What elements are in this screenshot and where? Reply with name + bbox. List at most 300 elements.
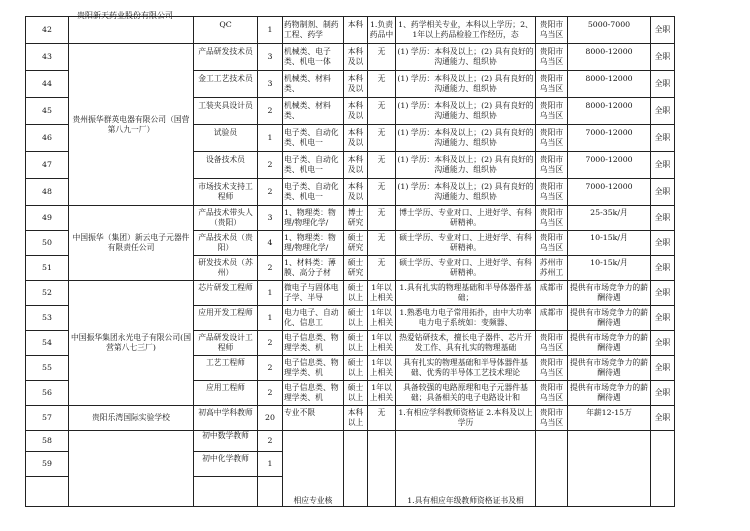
- education-cell: [344, 231, 368, 256]
- table-row: [26, 44, 675, 71]
- requirement-cell-text: (1) 学历：本科及以上；(2) 具有良好的沟通能力、组织协: [397, 155, 534, 174]
- position-cell: [194, 71, 258, 98]
- education-cell: [344, 179, 368, 206]
- row-number-text: 51: [42, 263, 52, 272]
- headcount-cell: [258, 231, 283, 256]
- location-cell-text: 贵阳市乌当区: [539, 208, 564, 227]
- salary-cell: [568, 98, 651, 125]
- education-cell-text: 本科及以: [347, 182, 364, 201]
- major-cell-text: 微电子与固体电子学、半导: [284, 283, 339, 302]
- position-cell-text: 产品研发技术员: [198, 47, 253, 56]
- position-cell-text: 研发技术员（苏州）: [198, 258, 253, 277]
- location-cell: [536, 44, 568, 71]
- location-cell-text: 贵阳市乌当区: [539, 155, 564, 174]
- salary-cell-text: 提供有市场竞争力的薪酬待遇: [570, 333, 648, 352]
- position-cell-text: QC: [219, 20, 232, 29]
- location-cell: [536, 306, 568, 331]
- row-number: [26, 431, 69, 452]
- headcount-cell: [258, 152, 283, 179]
- location-cell: [536, 406, 568, 431]
- major-cell: [283, 98, 344, 125]
- position-cell-text: 产品技术员（贵阳）: [198, 233, 253, 252]
- row-number: [26, 206, 69, 231]
- requirement-cell: [396, 152, 536, 179]
- job-type-cell: [651, 71, 675, 98]
- experience-cell: [368, 206, 396, 231]
- experience-cell-text: 无: [377, 258, 386, 267]
- job-type-cell: [651, 179, 675, 206]
- company-cell: [69, 281, 194, 406]
- requirement-cell: [396, 306, 536, 331]
- headcount-cell: [258, 477, 283, 507]
- requirement-cell: [396, 179, 536, 206]
- row-number-text: 42: [42, 25, 52, 34]
- table-row: [26, 17, 675, 44]
- requirement-cell: [396, 281, 536, 306]
- location-cell: [536, 356, 568, 381]
- row-number: [26, 406, 69, 431]
- major-cell-text: 1、物理类：物理/物理化学/: [284, 233, 336, 252]
- job-type-cell-text: 全职: [654, 363, 671, 372]
- education-cell-text: 本科及以: [347, 47, 364, 66]
- salary-cell: [568, 125, 651, 152]
- job-type-cell-text: 全职: [654, 413, 671, 422]
- job-type-cell: [651, 306, 675, 331]
- headcount-cell: [258, 179, 283, 206]
- education-cell: [344, 381, 368, 406]
- row-number-text: 52: [42, 288, 52, 297]
- job-type-cell: [651, 98, 675, 125]
- location-cell: [536, 431, 568, 507]
- requirement-cell-text: (1) 学历：本科及以上；(2) 具有良好的沟通能力、组织协: [397, 101, 534, 120]
- salary-cell: [568, 231, 651, 256]
- headcount-cell-text: 1: [267, 288, 273, 297]
- row-number-text: 46: [42, 133, 52, 142]
- position-cell: [194, 452, 258, 477]
- row-number: [26, 452, 69, 477]
- headcount-cell: [258, 17, 283, 44]
- education-cell-text: 本科及以: [347, 74, 364, 93]
- position-cell: [194, 281, 258, 306]
- job-type-cell-text: 全职: [654, 338, 671, 347]
- experience-cell: [368, 179, 396, 206]
- experience-cell: [368, 125, 396, 152]
- requirement-cell: [396, 406, 536, 431]
- headcount-cell-text: 20: [265, 413, 275, 422]
- requirement-cell-text: (1) 学历：本科及以上；(2) 具有良好的沟通能力、组织协: [397, 74, 534, 93]
- headcount-cell-text: 2: [267, 436, 273, 445]
- position-cell: [194, 231, 258, 256]
- major-cell: [283, 281, 344, 306]
- major-cell-text: 专业不限: [284, 408, 316, 417]
- requirement-cell-text: (1) 学历：本科及以上；(2) 具有良好的沟通能力、组织协: [397, 182, 534, 201]
- company-cell: [69, 17, 194, 44]
- experience-cell: [368, 231, 396, 256]
- experience-cell-text: 无: [377, 74, 386, 83]
- headcount-cell: [258, 98, 283, 125]
- headcount-cell: [258, 281, 283, 306]
- salary-cell: [568, 179, 651, 206]
- headcount-cell: [258, 71, 283, 98]
- major-cell: [283, 406, 344, 431]
- location-cell-text: 贵阳市乌当区: [539, 233, 564, 252]
- major-cell: [283, 152, 344, 179]
- experience-cell-text: 1年以上相关: [369, 358, 394, 377]
- education-cell: [344, 431, 368, 507]
- major-cell: [283, 17, 344, 44]
- row-number: [26, 306, 69, 331]
- position-cell: [194, 152, 258, 179]
- row-number: [26, 477, 69, 507]
- company-cell: [69, 44, 194, 206]
- education-cell: [344, 406, 368, 431]
- position-cell-text: 市场技术支持工程师: [198, 182, 253, 201]
- major-cell-text: 电子类、自动化类、机电一: [284, 155, 339, 174]
- salary-cell-text: 提供有市场竞争力的薪酬待遇: [570, 383, 648, 402]
- education-cell-text: 硕士研究: [347, 258, 364, 277]
- education-cell-text: 本科及以: [347, 101, 364, 120]
- location-cell-text: 成都市: [539, 308, 564, 317]
- major-cell-text: 药物制剂、制药工程、药学: [284, 20, 339, 39]
- headcount-cell-text: 3: [267, 213, 273, 222]
- major-cell-text: 机械类、材料类、: [284, 74, 331, 93]
- row-number-text: 48: [42, 187, 52, 196]
- row-number: [26, 152, 69, 179]
- experience-cell: [368, 281, 396, 306]
- position-cell-text: 试验员: [213, 128, 238, 137]
- requirement-cell: [396, 231, 536, 256]
- major-cell: [283, 206, 344, 231]
- row-number-text: 43: [42, 52, 52, 61]
- major-cell: [283, 179, 344, 206]
- major-cell-text: 1、物理类：物理/物理化学/: [284, 208, 336, 227]
- headcount-cell: [258, 452, 283, 477]
- position-cell: [194, 17, 258, 44]
- position-cell-text: 金工工艺技术员: [198, 74, 253, 83]
- location-cell: [536, 231, 568, 256]
- salary-cell-text: 7000-12000: [585, 128, 633, 137]
- requirement-cell-text: 具有扎实的物理基础和半导体器件基础、优秀的半导体工艺技术理论: [403, 358, 528, 377]
- education-cell: [344, 331, 368, 356]
- salary-cell: [568, 381, 651, 406]
- headcount-cell: [258, 406, 283, 431]
- major-cell-text: 机械类、电子类、机电一体: [284, 47, 331, 66]
- row-number: [26, 44, 69, 71]
- salary-cell: [568, 306, 651, 331]
- row-number-text: 53: [42, 313, 52, 322]
- education-cell-text: 本科及以: [347, 128, 364, 147]
- major-cell-text: 电子信息类、物理学类、机: [284, 358, 339, 377]
- requirement-cell-text: 1.具有扎实的物理基础和半导体器件基础；: [399, 283, 532, 302]
- headcount-cell: [258, 256, 283, 281]
- job-type-cell: [651, 356, 675, 381]
- row-number: [26, 125, 69, 152]
- salary-cell-text: 25-35k/月: [590, 208, 628, 217]
- experience-cell: [368, 152, 396, 179]
- position-cell-text: 应用工程师: [206, 383, 245, 392]
- position-cell-text: 产品技术带头人（贵阳）: [198, 208, 253, 227]
- headcount-cell-text: 3: [267, 79, 273, 88]
- education-cell-text: 本科以上: [347, 408, 364, 427]
- table-row: [26, 406, 675, 431]
- location-cell: [536, 98, 568, 125]
- job-type-cell-text: 全职: [654, 187, 671, 196]
- position-cell-text: 初中数学教师: [202, 431, 249, 440]
- headcount-cell-text: 2: [267, 106, 273, 115]
- row-number: [26, 71, 69, 98]
- position-cell: [194, 381, 258, 406]
- requirement-cell: [396, 256, 536, 281]
- experience-cell-text: 无: [377, 47, 386, 56]
- requirement-cell: [396, 71, 536, 98]
- location-cell: [536, 256, 568, 281]
- location-cell-text: 贵阳市乌当区: [539, 128, 564, 147]
- job-type-cell: [651, 152, 675, 179]
- major-cell: [283, 306, 344, 331]
- position-cell-text: 芯片研发工程师: [198, 283, 253, 292]
- education-cell-text: 硕士以上: [347, 283, 364, 302]
- education-cell: [344, 17, 368, 44]
- requirement-cell: [396, 381, 536, 406]
- requirement-cell-text: (1) 学历：本科及以上；(2) 具有良好的沟通能力、组织协: [397, 47, 534, 66]
- position-cell: [194, 98, 258, 125]
- requirement-cell: [396, 98, 536, 125]
- experience-cell-text: 1年以上相关: [369, 333, 394, 352]
- requirement-cell: [396, 17, 536, 44]
- position-cell: [194, 477, 258, 507]
- salary-cell: [568, 356, 651, 381]
- experience-cell-text: 1年以上相关: [369, 383, 394, 402]
- salary-cell-text: 8000-12000: [585, 47, 633, 56]
- experience-cell-text: 1年以上相关: [369, 283, 394, 302]
- job-type-cell: [651, 431, 675, 507]
- major-cell: [283, 44, 344, 71]
- position-cell-text: 初中化学教师: [202, 454, 249, 463]
- job-type-cell-text: 全职: [654, 133, 671, 142]
- row-number: [26, 231, 69, 256]
- salary-cell: [568, 152, 651, 179]
- position-cell: [194, 431, 258, 452]
- row-number: [26, 381, 69, 406]
- requirement-cell-text: 硕士学历、专业对口、上进好学、有科研精神。: [399, 233, 532, 252]
- education-cell-text: 本科: [347, 20, 364, 29]
- experience-cell-text: 无: [377, 208, 386, 217]
- cut-off-company-text: 贵阳新天药业股份有限公司: [77, 11, 173, 20]
- headcount-cell-text: 1: [267, 133, 273, 142]
- table-row: [26, 431, 675, 452]
- location-cell-text: 贵阳市乌当区: [539, 47, 564, 66]
- experience-cell: [368, 356, 396, 381]
- major-cell: [283, 431, 344, 507]
- location-cell: [536, 152, 568, 179]
- salary-cell-text: 10-15k/月: [590, 233, 628, 242]
- requirement-cell: [396, 125, 536, 152]
- job-type-cell: [651, 381, 675, 406]
- headcount-cell: [258, 356, 283, 381]
- education-cell: [344, 152, 368, 179]
- major-cell-text: 电子信息类、物理学类、机: [284, 383, 339, 402]
- row-number-text: 49: [42, 213, 52, 222]
- salary-cell-text: 提供有市场竞争力的薪酬待遇: [570, 283, 648, 302]
- education-cell-text: 博士研究: [347, 208, 364, 227]
- major-cell: [283, 256, 344, 281]
- requirement-cell-text: 热爱钻研技术，擅长电子器件、芯片开发工作、具有扎实的物理基础: [399, 333, 532, 352]
- education-cell-text: 硕士以上: [347, 383, 364, 402]
- headcount-cell-text: 2: [267, 263, 273, 272]
- job-type-cell: [651, 125, 675, 152]
- job-type-cell-text: 全职: [654, 313, 671, 322]
- salary-cell: [568, 331, 651, 356]
- position-cell: [194, 256, 258, 281]
- education-cell-text: 硕士以上: [347, 358, 364, 377]
- requirement-cell: [396, 356, 536, 381]
- location-cell-text: 贵阳市乌当区: [539, 358, 564, 377]
- education-cell: [344, 125, 368, 152]
- location-cell: [536, 17, 568, 44]
- job-type-cell-text: 全职: [654, 25, 671, 34]
- experience-cell-text: 无: [377, 101, 386, 110]
- salary-cell-text: 8000-12000: [585, 101, 633, 110]
- headcount-cell: [258, 44, 283, 71]
- headcount-cell: [258, 206, 283, 231]
- experience-cell: [368, 44, 396, 71]
- row-number: [26, 17, 69, 44]
- job-type-cell: [651, 231, 675, 256]
- job-type-cell-text: 全职: [654, 238, 671, 247]
- experience-cell-text: 1.负责药品中: [369, 20, 394, 39]
- position-cell: [194, 44, 258, 71]
- job-type-cell-text: 全职: [654, 52, 671, 61]
- major-cell: [283, 231, 344, 256]
- headcount-cell: [258, 125, 283, 152]
- major-cell: [283, 331, 344, 356]
- education-cell: [344, 71, 368, 98]
- table-row: [26, 206, 675, 231]
- position-cell-text: 产品研发设计工程师: [198, 333, 253, 352]
- requirement-cell-text: 1、药学相关专业，本科以上学历；2、1年以上药品检验工作经历，态: [398, 20, 533, 39]
- major-cell-text: 电子信息类、物理学类、机: [284, 333, 339, 352]
- job-type-cell-text: 全职: [654, 213, 671, 222]
- job-type-cell: [651, 44, 675, 71]
- location-cell-text: 贵阳市乌当区: [539, 182, 564, 201]
- headcount-cell-text: 2: [267, 388, 273, 397]
- headcount-cell: [258, 306, 283, 331]
- salary-cell: [568, 281, 651, 306]
- job-type-cell-text: 全职: [654, 79, 671, 88]
- headcount-cell-text: 2: [267, 338, 273, 347]
- row-number-text: 58: [42, 436, 52, 445]
- job-type-cell: [651, 17, 675, 44]
- location-cell: [536, 71, 568, 98]
- experience-cell-text: 无: [377, 182, 386, 191]
- location-cell-text: 贵阳市乌当区: [539, 408, 564, 427]
- row-number-text: 55: [42, 363, 52, 372]
- salary-cell: [568, 206, 651, 231]
- experience-cell: [368, 406, 396, 431]
- position-cell: [194, 356, 258, 381]
- experience-cell: [368, 71, 396, 98]
- job-type-cell: [651, 406, 675, 431]
- salary-cell: [568, 256, 651, 281]
- headcount-cell-text: 1: [267, 25, 273, 34]
- headcount-cell: [258, 381, 283, 406]
- row-number: [26, 331, 69, 356]
- row-number-text: 50: [42, 238, 52, 247]
- salary-cell-text: 7000-12000: [585, 182, 633, 191]
- salary-cell-text: 提供有市场竞争力的薪酬待遇: [570, 358, 648, 377]
- requirement-cell: [396, 206, 536, 231]
- major-cell-text: 电力电子、自动化、信息工: [284, 308, 339, 327]
- salary-cell: [568, 406, 651, 431]
- major-cell-text: 电子类、自动化类、机电一: [284, 128, 339, 147]
- headcount-cell-text: 4: [267, 238, 273, 247]
- row-number-text: 45: [42, 106, 52, 115]
- major-cell: [283, 381, 344, 406]
- requirement-cell-text: 具备较强的电路原理和电子元器件基础；具备相关的电子电路设计和: [403, 383, 528, 402]
- location-cell-text: 贵阳市乌当区: [539, 333, 564, 352]
- headcount-cell-text: 1: [267, 313, 273, 322]
- job-type-cell-text: 全职: [654, 288, 671, 297]
- requirement-cell-text: (1) 学历：本科及以上；(2) 具有良好的沟通能力、组织协: [397, 128, 534, 147]
- requirement-cell-text: 博士学历、专业对口、上进好学、有科研精神。: [399, 208, 532, 227]
- company-cell: [69, 431, 194, 507]
- row-number-text: 44: [42, 79, 52, 88]
- requirement-cell: [396, 431, 536, 507]
- experience-cell: [368, 331, 396, 356]
- table-row: [26, 281, 675, 306]
- salary-cell: [568, 44, 651, 71]
- location-cell-text: 成都市: [539, 283, 564, 292]
- location-cell: [536, 331, 568, 356]
- company-cell-text: 中国振华（集团）新云电子元器件有限责任公司: [72, 233, 190, 252]
- major-cell-text: 1、材料类：薄膜、高分子材: [284, 258, 336, 277]
- company-cell: [69, 406, 194, 431]
- education-cell-text: 硕士研究: [347, 233, 364, 252]
- education-cell: [344, 44, 368, 71]
- education-cell-text: 本科及以: [347, 155, 364, 174]
- position-cell: [194, 206, 258, 231]
- education-cell-text: 硕士以上: [347, 308, 364, 327]
- location-cell: [536, 281, 568, 306]
- experience-cell: [368, 17, 396, 44]
- location-cell-text: 贵阳市乌当区: [539, 20, 564, 39]
- location-cell: [536, 381, 568, 406]
- position-cell-text: 设备技术员: [206, 155, 245, 164]
- salary-cell-text: 7000-12000: [585, 155, 633, 164]
- education-cell: [344, 256, 368, 281]
- headcount-cell: [258, 331, 283, 356]
- row-number: [26, 179, 69, 206]
- requirement-cell: [396, 44, 536, 71]
- location-cell: [536, 179, 568, 206]
- job-type-cell: [651, 281, 675, 306]
- location-cell: [536, 206, 568, 231]
- position-cell-text: 工装夹具设计员: [198, 101, 253, 110]
- headcount-cell-text: 2: [267, 363, 273, 372]
- education-cell: [344, 98, 368, 125]
- row-number-text: 59: [42, 459, 52, 468]
- salary-cell: [568, 431, 651, 507]
- major-cell: [283, 71, 344, 98]
- job-type-cell: [651, 206, 675, 231]
- experience-cell-text: 无: [377, 408, 386, 417]
- experience-cell-text: 无: [377, 155, 386, 164]
- major-cell: [283, 125, 344, 152]
- company-cell: [69, 206, 194, 281]
- experience-cell-text: 无: [377, 233, 386, 242]
- position-cell-text: 应用开发工程师: [198, 308, 253, 317]
- company-cell-text: 贵州振华群英电器有限公司（国营第八九一厂）: [72, 114, 190, 134]
